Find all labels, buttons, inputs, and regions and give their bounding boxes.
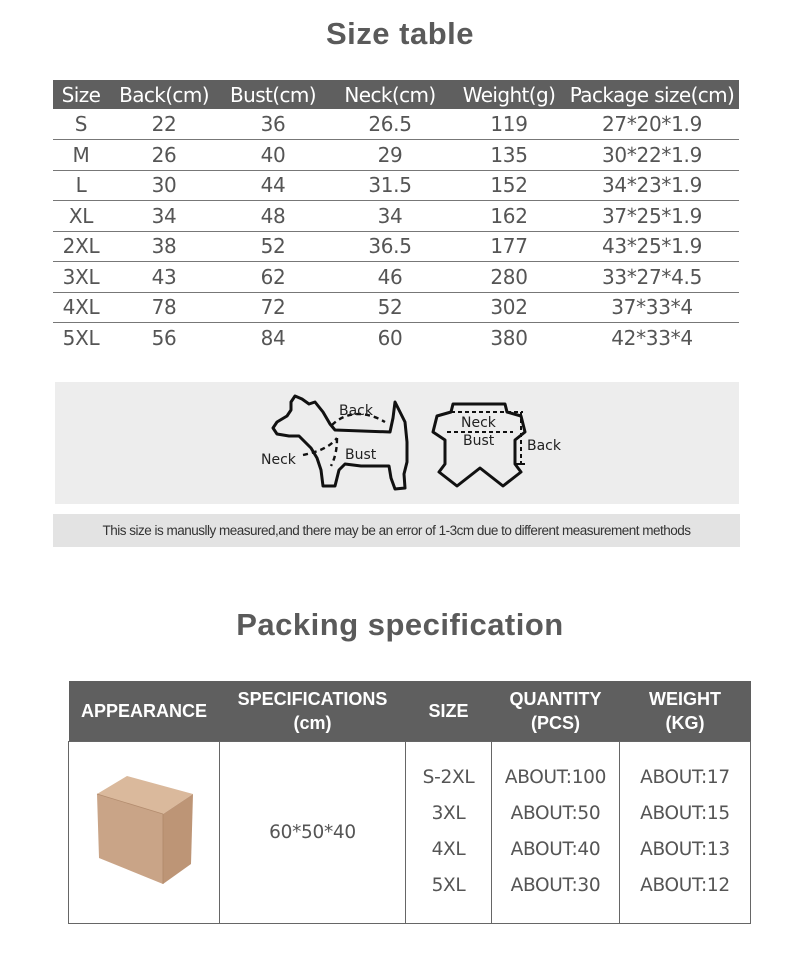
header-back: Back(cm) bbox=[109, 80, 219, 109]
table-row bbox=[53, 170, 739, 201]
header-weight: Weight(g) bbox=[453, 80, 565, 109]
measurement-diagram-panel bbox=[55, 382, 739, 504]
table-row bbox=[53, 262, 739, 293]
cell-neck: 31.5 bbox=[327, 170, 453, 201]
cell-bust: 36 bbox=[219, 109, 327, 140]
dog-back-label: Back bbox=[339, 403, 373, 419]
header-weight bbox=[620, 681, 751, 741]
quantity-value: ABOUT:30 bbox=[510, 875, 601, 897]
cell-neck: 46 bbox=[327, 262, 453, 293]
cell-weight: 380 bbox=[490, 326, 528, 350]
cell-weight: 119 bbox=[453, 109, 565, 140]
header-bust: Bust(cm) bbox=[219, 80, 327, 109]
garment-neck-label: Neck bbox=[461, 415, 496, 431]
cell-size: 5XL bbox=[62, 326, 100, 350]
garment-back-label: Back bbox=[527, 438, 561, 454]
cell-weights bbox=[620, 741, 751, 924]
table-row bbox=[53, 231, 739, 262]
cell-bust: 72 bbox=[219, 292, 327, 323]
dog-neck-label: Neck bbox=[261, 452, 296, 468]
cell-back: 38 bbox=[109, 231, 219, 262]
weight-value: ABOUT:17 bbox=[640, 767, 730, 789]
cell-quantities bbox=[492, 741, 620, 924]
dog-bust-measure-line bbox=[331, 438, 337, 466]
cell-back: 26 bbox=[109, 140, 219, 171]
table-row bbox=[53, 292, 739, 323]
cell-weight: 177 bbox=[453, 231, 565, 262]
cell-package: 42*33*4 bbox=[611, 326, 693, 350]
weight-value: ABOUT:13 bbox=[640, 839, 730, 861]
cell-back: 78 bbox=[109, 292, 219, 323]
cell-bust: 62 bbox=[219, 262, 327, 293]
weight-value: ABOUT:12 bbox=[640, 875, 730, 897]
cell-bust: 44 bbox=[219, 170, 327, 201]
cell-neck: 29 bbox=[327, 140, 453, 171]
cell-package: 34*23*1.9 bbox=[565, 170, 739, 201]
header-specifications-line2: (cm) bbox=[293, 712, 332, 733]
table-row bbox=[53, 201, 739, 232]
measurement-diagram bbox=[55, 382, 739, 504]
cell-back: 56 bbox=[151, 326, 177, 350]
cardboard-box-icon bbox=[89, 772, 199, 887]
header-quantity bbox=[492, 681, 620, 741]
table-row bbox=[53, 140, 739, 171]
cell-neck: 36.5 bbox=[327, 231, 453, 262]
header-specifications bbox=[220, 681, 406, 741]
quantity-value: ABOUT:40 bbox=[510, 839, 601, 861]
header-quantity-line1: QUANTITY bbox=[509, 688, 602, 709]
header-package-size: Package size(cm) bbox=[565, 80, 739, 109]
cell-size: 3XL bbox=[53, 262, 109, 293]
size-table bbox=[53, 80, 739, 353]
dog-bust-label: Bust bbox=[345, 447, 377, 463]
measurement-note: This size is manuslly measured,and there may be an error of 1-3cm due to different measurement methods bbox=[53, 514, 740, 547]
table-row bbox=[53, 323, 739, 354]
cell-weight: 135 bbox=[453, 140, 565, 171]
cell-appearance bbox=[69, 741, 220, 924]
cell-package: 37*33*4 bbox=[565, 292, 739, 323]
header-quantity-line2: (PCS) bbox=[531, 712, 580, 733]
cell-package: 30*22*1.9 bbox=[565, 140, 739, 171]
packing-table-header bbox=[69, 681, 751, 741]
cell-bust: 52 bbox=[219, 231, 327, 262]
cell-weight: 162 bbox=[453, 201, 565, 232]
cell-package: 33*27*4.5 bbox=[565, 262, 739, 293]
cell-back: 43 bbox=[109, 262, 219, 293]
cell-weight: 302 bbox=[453, 292, 565, 323]
cell-neck: 60 bbox=[377, 326, 403, 350]
cell-weight: 152 bbox=[453, 170, 565, 201]
cell-size: 4XL bbox=[53, 292, 109, 323]
size-table-header bbox=[53, 80, 739, 109]
header-weight-line1: WEIGHT bbox=[649, 688, 721, 709]
cell-size: S bbox=[53, 109, 109, 140]
quantity-value: ABOUT:100 bbox=[504, 767, 607, 789]
table-row bbox=[69, 741, 751, 924]
cell-weight: 280 bbox=[453, 262, 565, 293]
weight-value: ABOUT:15 bbox=[640, 803, 730, 825]
cell-sizes bbox=[406, 741, 492, 924]
packing-title: Packing specification bbox=[236, 607, 564, 642]
header-size: SIZE bbox=[406, 681, 492, 741]
cell-size: XL bbox=[53, 201, 109, 232]
header-appearance: APPEARANCE bbox=[69, 681, 220, 741]
garment-bust-label: Bust bbox=[463, 433, 495, 449]
cell-bust: 40 bbox=[219, 140, 327, 171]
header-weight-line2: (KG) bbox=[665, 712, 705, 733]
header-specifications-line1: SPECIFICATIONS bbox=[237, 688, 388, 709]
size-value: S-2XL bbox=[422, 767, 475, 789]
size-value: 5XL bbox=[431, 875, 466, 897]
cell-neck: 52 bbox=[327, 292, 453, 323]
cell-size: L bbox=[53, 170, 109, 201]
cell-back: 30 bbox=[109, 170, 219, 201]
cell-neck: 26.5 bbox=[327, 109, 453, 140]
cell-size: 2XL bbox=[53, 231, 109, 262]
cell-package: 27*20*1.9 bbox=[565, 109, 739, 140]
cell-back: 22 bbox=[109, 109, 219, 140]
size-value: 4XL bbox=[431, 839, 466, 861]
cell-neck: 34 bbox=[327, 201, 453, 232]
header-size: Size bbox=[53, 80, 109, 109]
size-value: 3XL bbox=[431, 803, 466, 825]
quantity-value: ABOUT:50 bbox=[510, 803, 601, 825]
packing-table bbox=[68, 681, 751, 924]
cell-back: 34 bbox=[109, 201, 219, 232]
cell-package: 37*25*1.9 bbox=[565, 201, 739, 232]
cell-size: M bbox=[53, 140, 109, 171]
header-neck: Neck(cm) bbox=[327, 80, 453, 109]
cell-package: 43*25*1.9 bbox=[565, 231, 739, 262]
size-table-title: Size table bbox=[326, 16, 474, 51]
cell-bust: 48 bbox=[219, 201, 327, 232]
table-row bbox=[53, 109, 739, 140]
cell-specifications: 60*50*40 bbox=[220, 741, 406, 924]
cell-bust: 84 bbox=[260, 326, 286, 350]
